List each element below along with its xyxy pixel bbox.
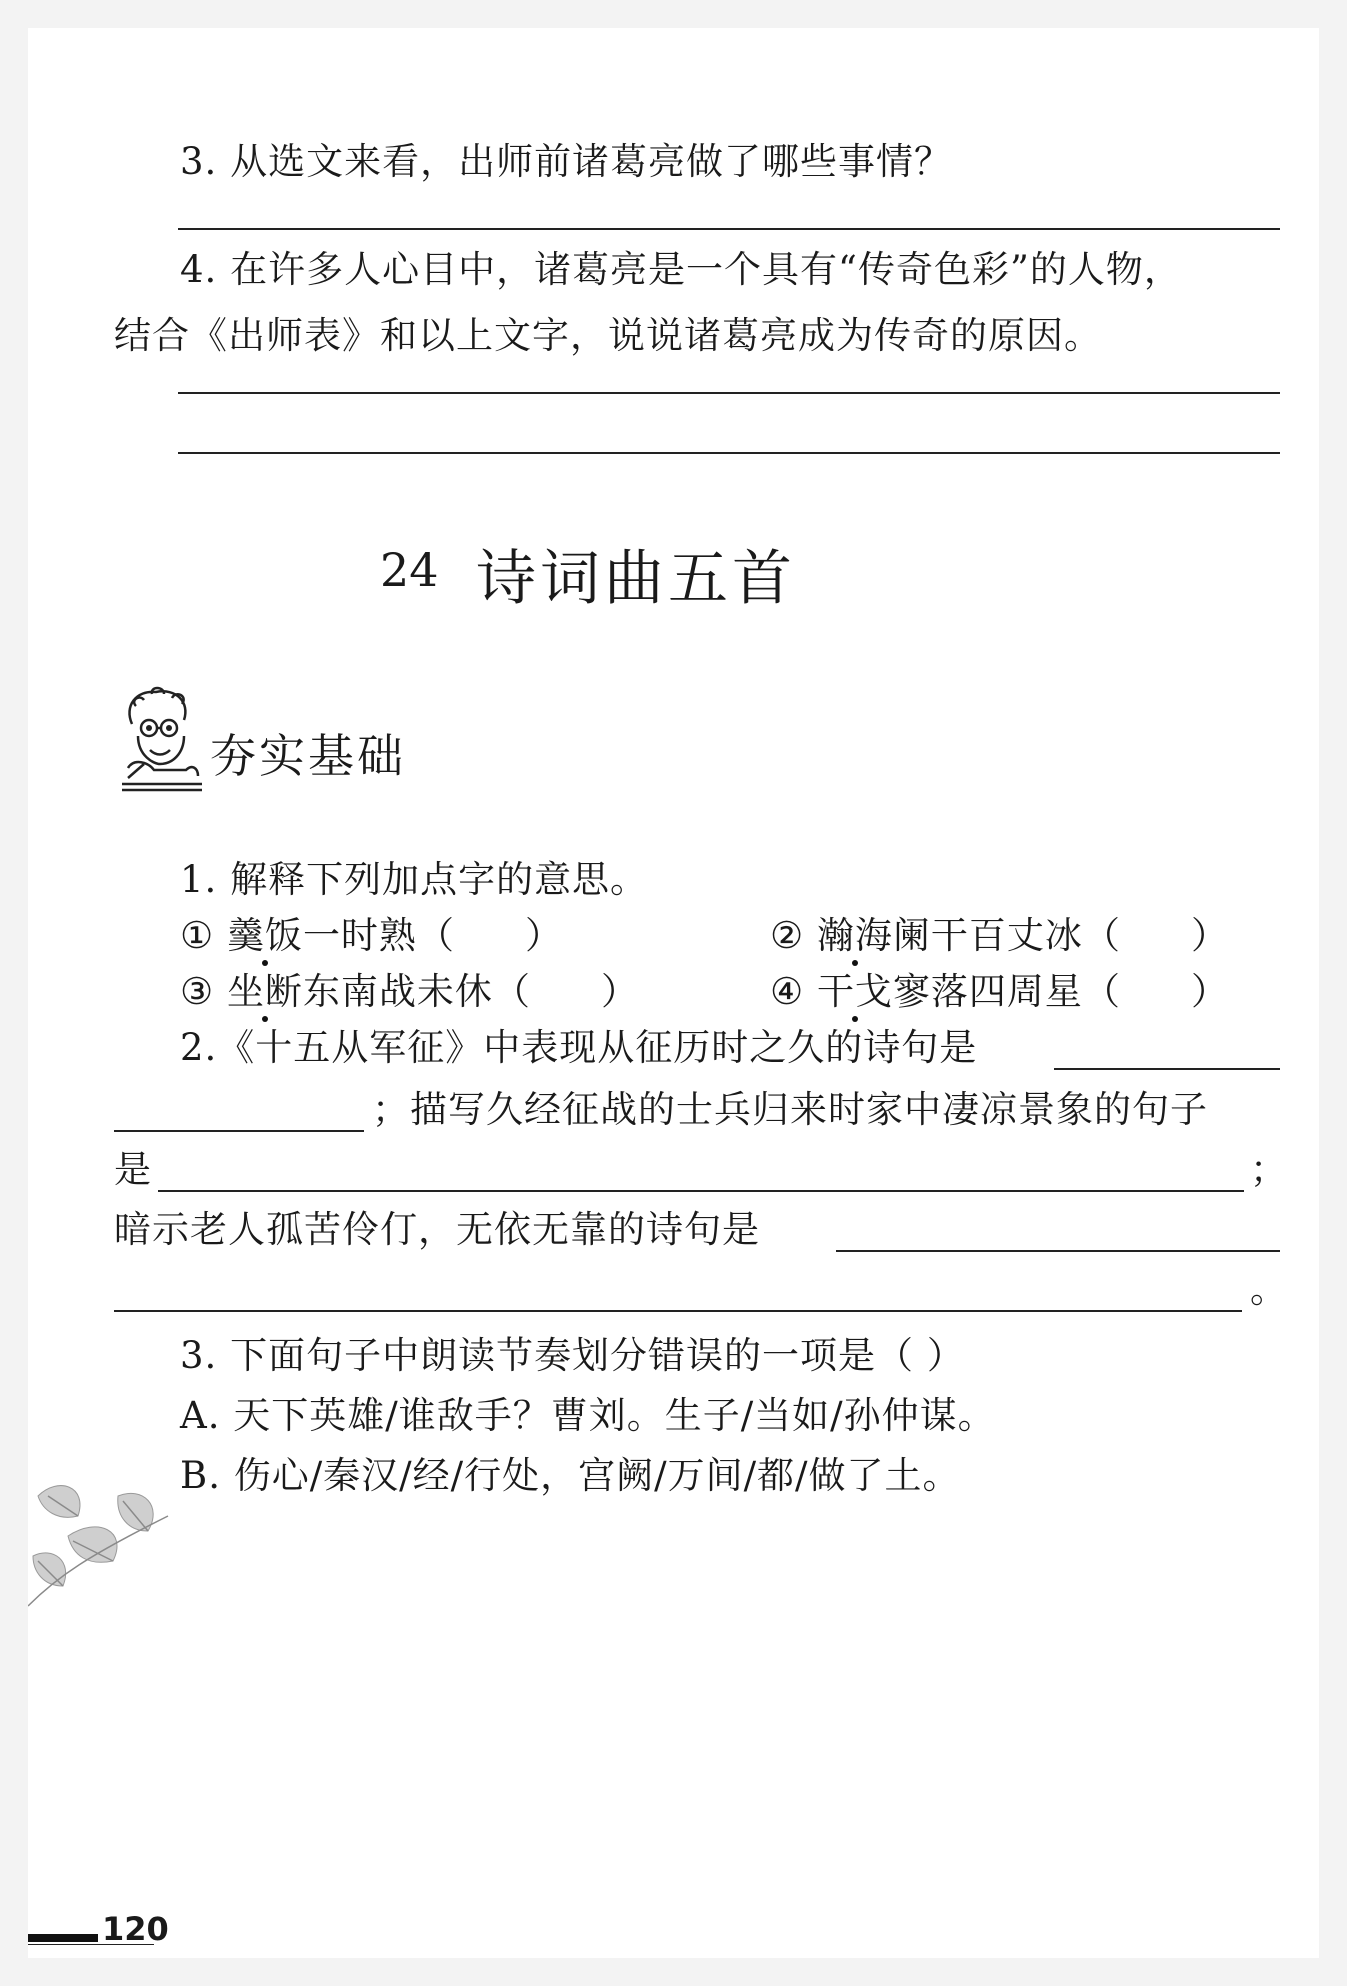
question-3-prompt: 3. 下面句子中朗读节奏划分错误的一项是（ ） xyxy=(180,1334,965,1377)
paren-open: （ xyxy=(1082,970,1121,1013)
dotted-chars: 羹饭 xyxy=(227,912,303,960)
chapter-title: 诗词曲五首 xyxy=(476,544,796,614)
item-text: 东南战未休 xyxy=(302,970,493,1013)
item-text: 阑干百丈冰 xyxy=(892,914,1083,957)
question-2-line4: 暗示老人孤苦伶仃，无依无靠的诗句是 xyxy=(114,1208,760,1251)
item-number: ① xyxy=(180,914,215,957)
question-3-option-a[interactable]: A. 天下英雄/谁敌手？曹刘。生子/当如/孙仲谋。 xyxy=(180,1394,996,1437)
item-number: ③ xyxy=(180,970,215,1013)
answer-line[interactable] xyxy=(158,1190,1244,1192)
question-3-prev: 3. 从选文来看，出师前诸葛亮做了哪些事情？ xyxy=(180,140,953,183)
paren-close: ） xyxy=(1190,914,1229,957)
dotted-chars: 瀚海 xyxy=(817,912,893,960)
question-4-prev-line2: 结合《出师表》和以上文字，说说诸葛亮成为传奇的原因。 xyxy=(114,314,1102,357)
answer-line[interactable] xyxy=(836,1250,1280,1252)
question-1-item-1 xyxy=(180,912,563,960)
page-number: 120 xyxy=(102,1910,169,1948)
answer-line[interactable] xyxy=(178,392,1280,394)
answer-line[interactable] xyxy=(178,228,1280,230)
dotted-chars: 干戈 xyxy=(817,968,893,1016)
page-number-underline xyxy=(28,1944,154,1945)
answer-line[interactable] xyxy=(114,1130,364,1132)
item-text: 寥落四周星 xyxy=(892,970,1083,1013)
question-2-line3-suffix: ； xyxy=(1250,1148,1288,1191)
question-1-prompt: 1. 解释下列加点字的意思。 xyxy=(180,858,649,901)
paren-close: ） xyxy=(524,914,563,957)
question-4-prev-line1: 4. 在许多人心目中，诸葛亮是一个具有“传奇色彩”的人物， xyxy=(180,248,1182,291)
leaf-decoration-icon xyxy=(28,1476,188,1616)
workbook-page xyxy=(28,28,1319,1958)
chapter-number: 24 xyxy=(380,543,439,597)
answer-line[interactable] xyxy=(114,1310,1242,1312)
paren-open: （ xyxy=(1082,914,1121,957)
paren-open: （ xyxy=(416,914,455,957)
dotted-chars: 坐断 xyxy=(227,968,303,1016)
item-number: ④ xyxy=(770,970,805,1013)
question-1-item-4 xyxy=(770,968,1229,1016)
answer-line[interactable] xyxy=(178,452,1280,454)
page-number-bar xyxy=(28,1934,98,1942)
section-title: 夯实基础 xyxy=(210,729,406,783)
question-1-item-3 xyxy=(180,968,639,1016)
reading-grandpa-icon xyxy=(114,684,204,796)
paren-open: （ xyxy=(492,970,531,1013)
question-2-line3-prefix: 是 xyxy=(114,1148,152,1191)
answer-line[interactable] xyxy=(1054,1068,1280,1070)
question-2-line2: ；描写久经征战的士兵归来时家中凄凉景象的句子 xyxy=(372,1088,1208,1131)
question-3-option-b[interactable]: B. 伤心/秦汉/经/行处，宫阙/万间/都/做了土。 xyxy=(180,1454,961,1497)
question-2-line1: 2.《十五从军征》中表现从征历时之久的诗句是 xyxy=(180,1026,978,1069)
question-1-item-2 xyxy=(770,912,1229,960)
item-text: 一时熟 xyxy=(302,914,417,957)
item-number: ② xyxy=(770,914,805,957)
paren-close: ） xyxy=(600,970,639,1013)
paren-close: ） xyxy=(1190,970,1229,1013)
question-2-line5-suffix: 。 xyxy=(1250,1268,1288,1311)
